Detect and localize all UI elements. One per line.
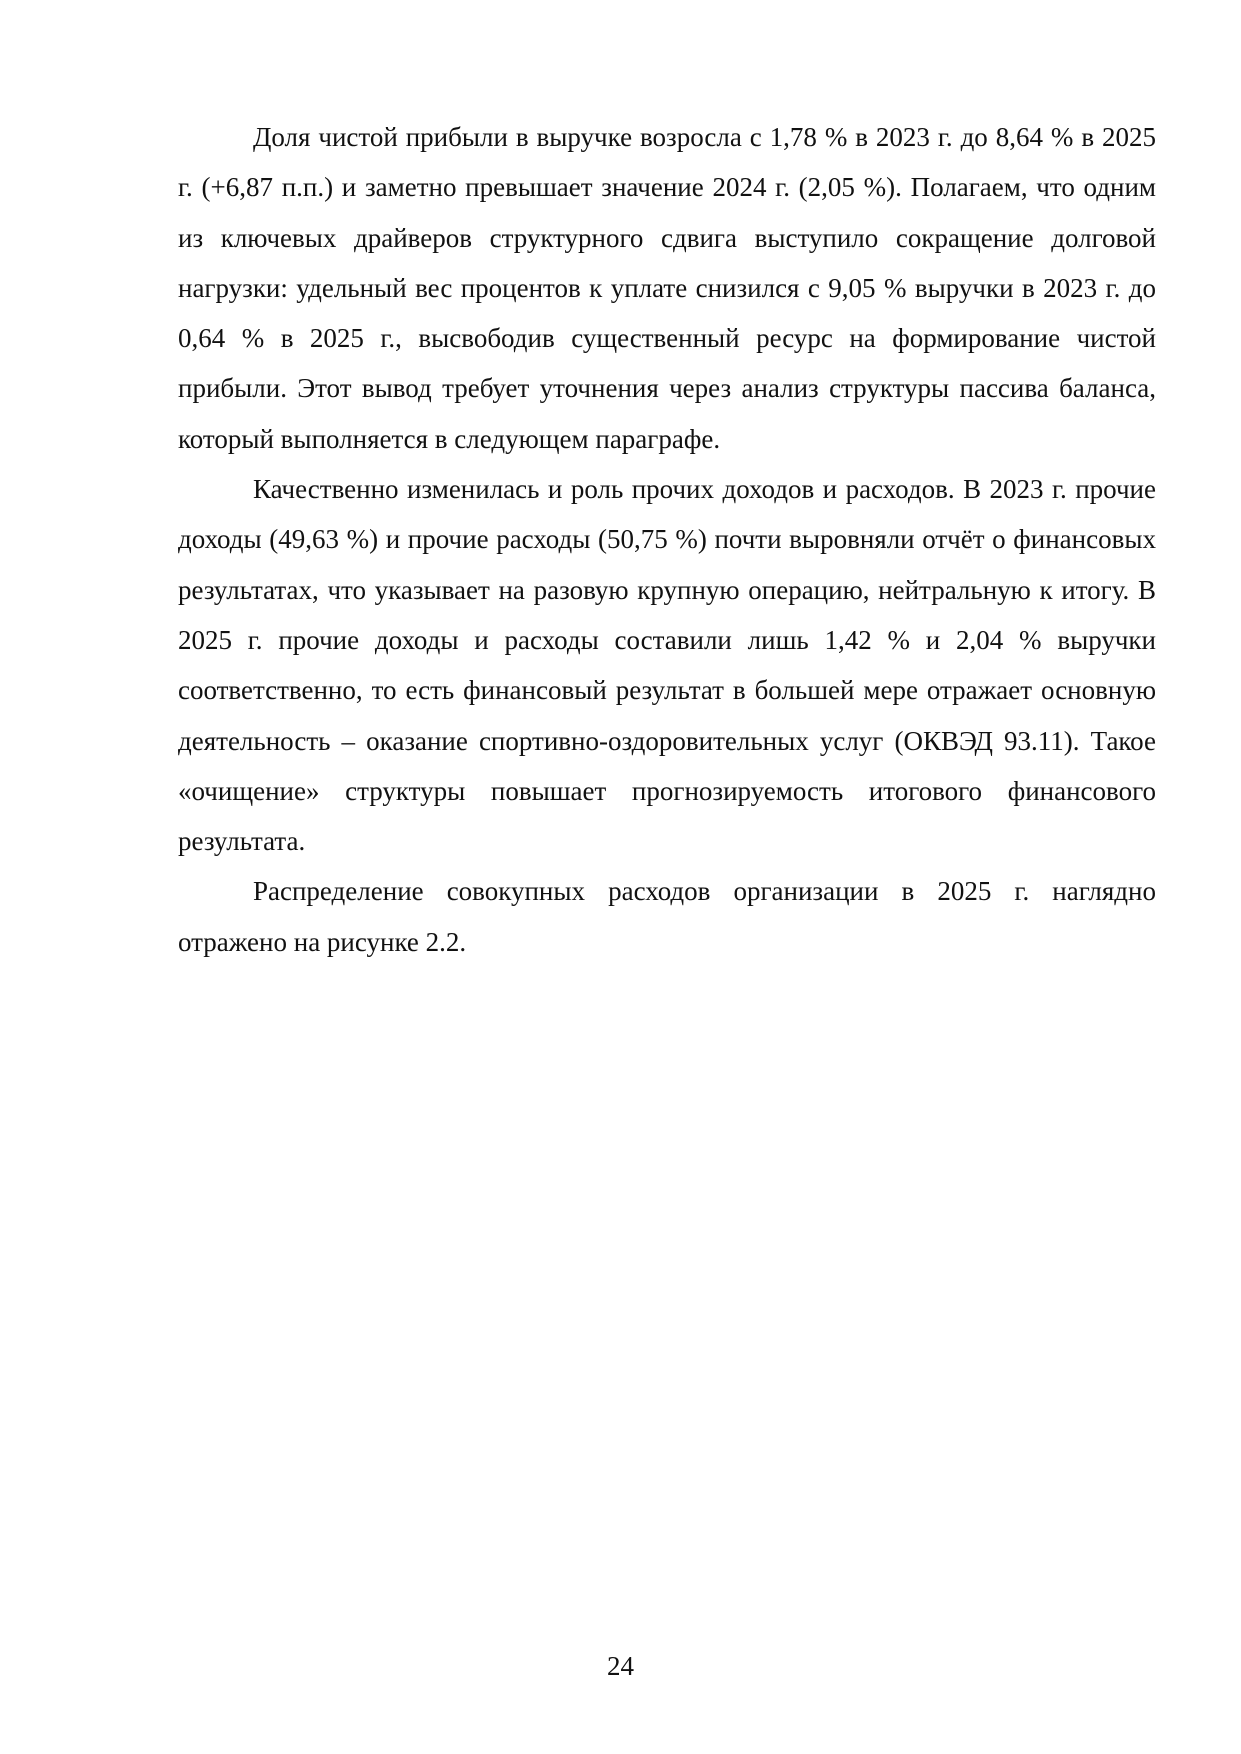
paragraph-net-profit-share: Доля чистой прибыли в выручке возросла с 1,78 % в 2023 г. до 8,64 % в 2025 г. (+6,87 п.п.) и заметно превышает значение 2024 г. (2,05 %). Полагаем, что одним из ключевых драйверов структурного сдвига выступило сокращение долговой нагрузки: удельный вес процентов к уплате снизился с 9,05 % выручки в 2023 г. до 0,64 % в 2025 г., высвободив существенный ресурс на формирование чистой прибыли. Этот вывод требует уточнения через анализ структуры пассива баланса, который выполняется в следующем параграфе.	[178, 122, 1156, 454]
paragraph-other-income-expenses: Качественно изменилась и роль прочих доходов и расходов. В 2023 г. прочие доходы (49,63 %) и прочие расходы (50,75 %) почти выровняли отчёт о финансовых результатах, что указывает на разовую крупную операцию, нейтральную к итогу. В 2025 г. прочие доходы и расходы составили лишь 1,42 % и 2,04 % выручки соответственно, то есть финансовый результат в большей мере отражает основную деятельность – оказание спортивно-оздоровительных услуг (ОКВЭД 93.11). Такое «очищение» структуры повышает прогнозируемость итогового финансового результата.	[178, 474, 1156, 857]
page-number: 24	[607, 1651, 634, 1681]
body-text	[178, 112, 1156, 967]
paragraph-figure-reference: Распределение совокупных расходов организации в 2025 г. наглядно отражено на рисунке 2.2.	[178, 876, 1156, 957]
